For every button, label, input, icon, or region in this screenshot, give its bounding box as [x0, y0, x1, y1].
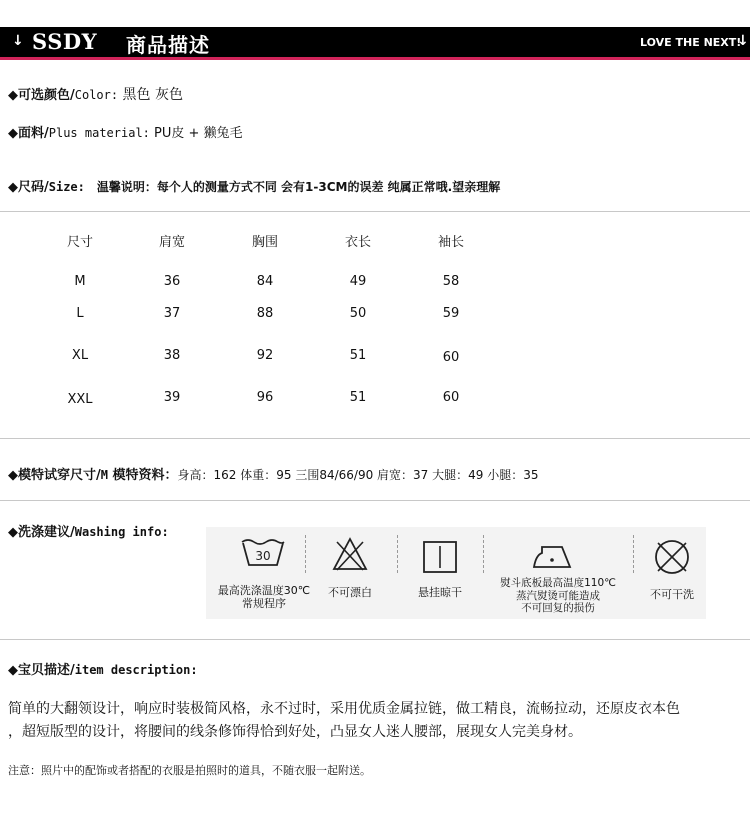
iron-label: [488, 577, 628, 615]
description-line-2: ，超短版型的设计，将腰间的线条修饰得恰到好处，凸显女人迷人腰部，展现女人完美身材。: [8, 724, 582, 740]
washing-label-en: Washing info:: [74, 525, 169, 539]
wash-temp-text: 30: [255, 549, 271, 563]
table-cell: 60: [442, 350, 460, 365]
table-header: 胸围: [251, 235, 278, 250]
slogan: LOVE THE NEXT!: [640, 36, 742, 49]
divider: [0, 438, 750, 439]
color-label: ◆可选颜色/: [8, 88, 75, 103]
table-cell: 49: [349, 274, 367, 289]
table-cell: 39: [163, 390, 181, 405]
table-header: 尺寸: [66, 235, 93, 250]
table-cell: 60: [442, 390, 460, 405]
divider: [483, 535, 484, 573]
wash-label-line: 常规程序: [242, 597, 286, 610]
description-label-en: item description:: [74, 663, 198, 677]
color-value: 黑色 灰色: [118, 87, 184, 103]
table-cell: 37: [163, 306, 181, 321]
model-row: [8, 464, 538, 483]
model-label-en: M: [100, 468, 108, 482]
material-label: ◆面料/: [8, 126, 49, 141]
wash-30-icon: [240, 536, 286, 570]
iron-icon: [530, 543, 574, 573]
table-cell: 58: [442, 274, 460, 289]
down-arrow-icon: ↓: [12, 33, 24, 49]
brand-name: SSDY: [32, 29, 98, 54]
divider: [0, 500, 750, 501]
model-label-2: 模特资料：: [107, 468, 178, 483]
table-cell: 38: [163, 348, 181, 363]
size-label-en: Size:: [48, 180, 85, 194]
table-cell: 92: [256, 348, 274, 363]
no-dry-clean-label: 不可干洗: [650, 588, 694, 601]
wash-30-label: [214, 584, 314, 610]
size-label: ◆尺码/: [8, 180, 49, 195]
size-note: 温馨说明：每个人的测量方式不同 会有1-3CM的误差 纯属正常哦.望亲理解: [96, 180, 501, 194]
wash-label-line: 最高洗涤温度30℃: [217, 584, 311, 597]
model-label: ◆模特试穿尺寸/: [8, 468, 101, 483]
divider: [305, 535, 306, 573]
divider: [633, 535, 634, 573]
divider: [397, 535, 398, 573]
iron-label-line: 熨斗底板最高温度110℃: [500, 577, 616, 589]
table-cell: XXL: [67, 392, 93, 407]
no-bleach-icon: [331, 536, 369, 572]
description-line-1: 简单的大翻领设计，响应时装极简风格，永不过时，采用优质金属拉链，做工精良，流畅拉动，还原皮衣本色: [8, 701, 680, 717]
iron-label-line: 不可回复的损伤: [521, 602, 595, 614]
no-dry-clean-icon: [653, 538, 691, 576]
hang-dry-label: 悬挂晾干: [418, 586, 462, 599]
table-header: 衣长: [344, 235, 371, 250]
material-value: PU皮 + 獭兔毛: [149, 126, 243, 141]
section-title: 商品描述: [126, 33, 210, 57]
table-cell: 51: [349, 348, 367, 363]
table-cell: 50: [349, 306, 367, 321]
table-header: 袖长: [437, 235, 464, 250]
description-label: ◆宝贝描述/: [8, 663, 75, 678]
table-cell: 59: [442, 306, 460, 321]
no-bleach-label: 不可漂白: [328, 586, 372, 599]
color-label-en: Color:: [74, 88, 119, 102]
divider: [0, 639, 750, 640]
table-cell: 36: [163, 274, 181, 289]
hang-dry-icon: [421, 540, 459, 574]
table-cell: XL: [71, 348, 89, 363]
table-cell: 96: [256, 390, 274, 405]
table-cell: 84: [256, 274, 274, 289]
description-row: [8, 659, 198, 678]
washing-row: [8, 521, 169, 540]
table-cell: M: [74, 274, 86, 289]
material-label-en: Plus material:: [48, 126, 150, 140]
model-value: 身高：162 体重：95 三围84/66/90 肩宽：37 大腿：49 小腿：35: [177, 468, 539, 482]
table-cell: 51: [349, 390, 367, 405]
down-arrow-icon: ↓: [737, 33, 749, 49]
iron-label-line: 蒸汽熨烫可能造成: [516, 589, 600, 602]
washing-label: ◆洗涤建议/: [8, 525, 75, 540]
table-cell: 88: [256, 306, 274, 321]
table-cell: L: [76, 306, 84, 321]
disclaimer-note: 注意：照片中的配饰或者搭配的衣服是拍照时的道具，不随衣服一起附送。: [8, 764, 371, 777]
table-header: 肩宽: [158, 235, 185, 250]
